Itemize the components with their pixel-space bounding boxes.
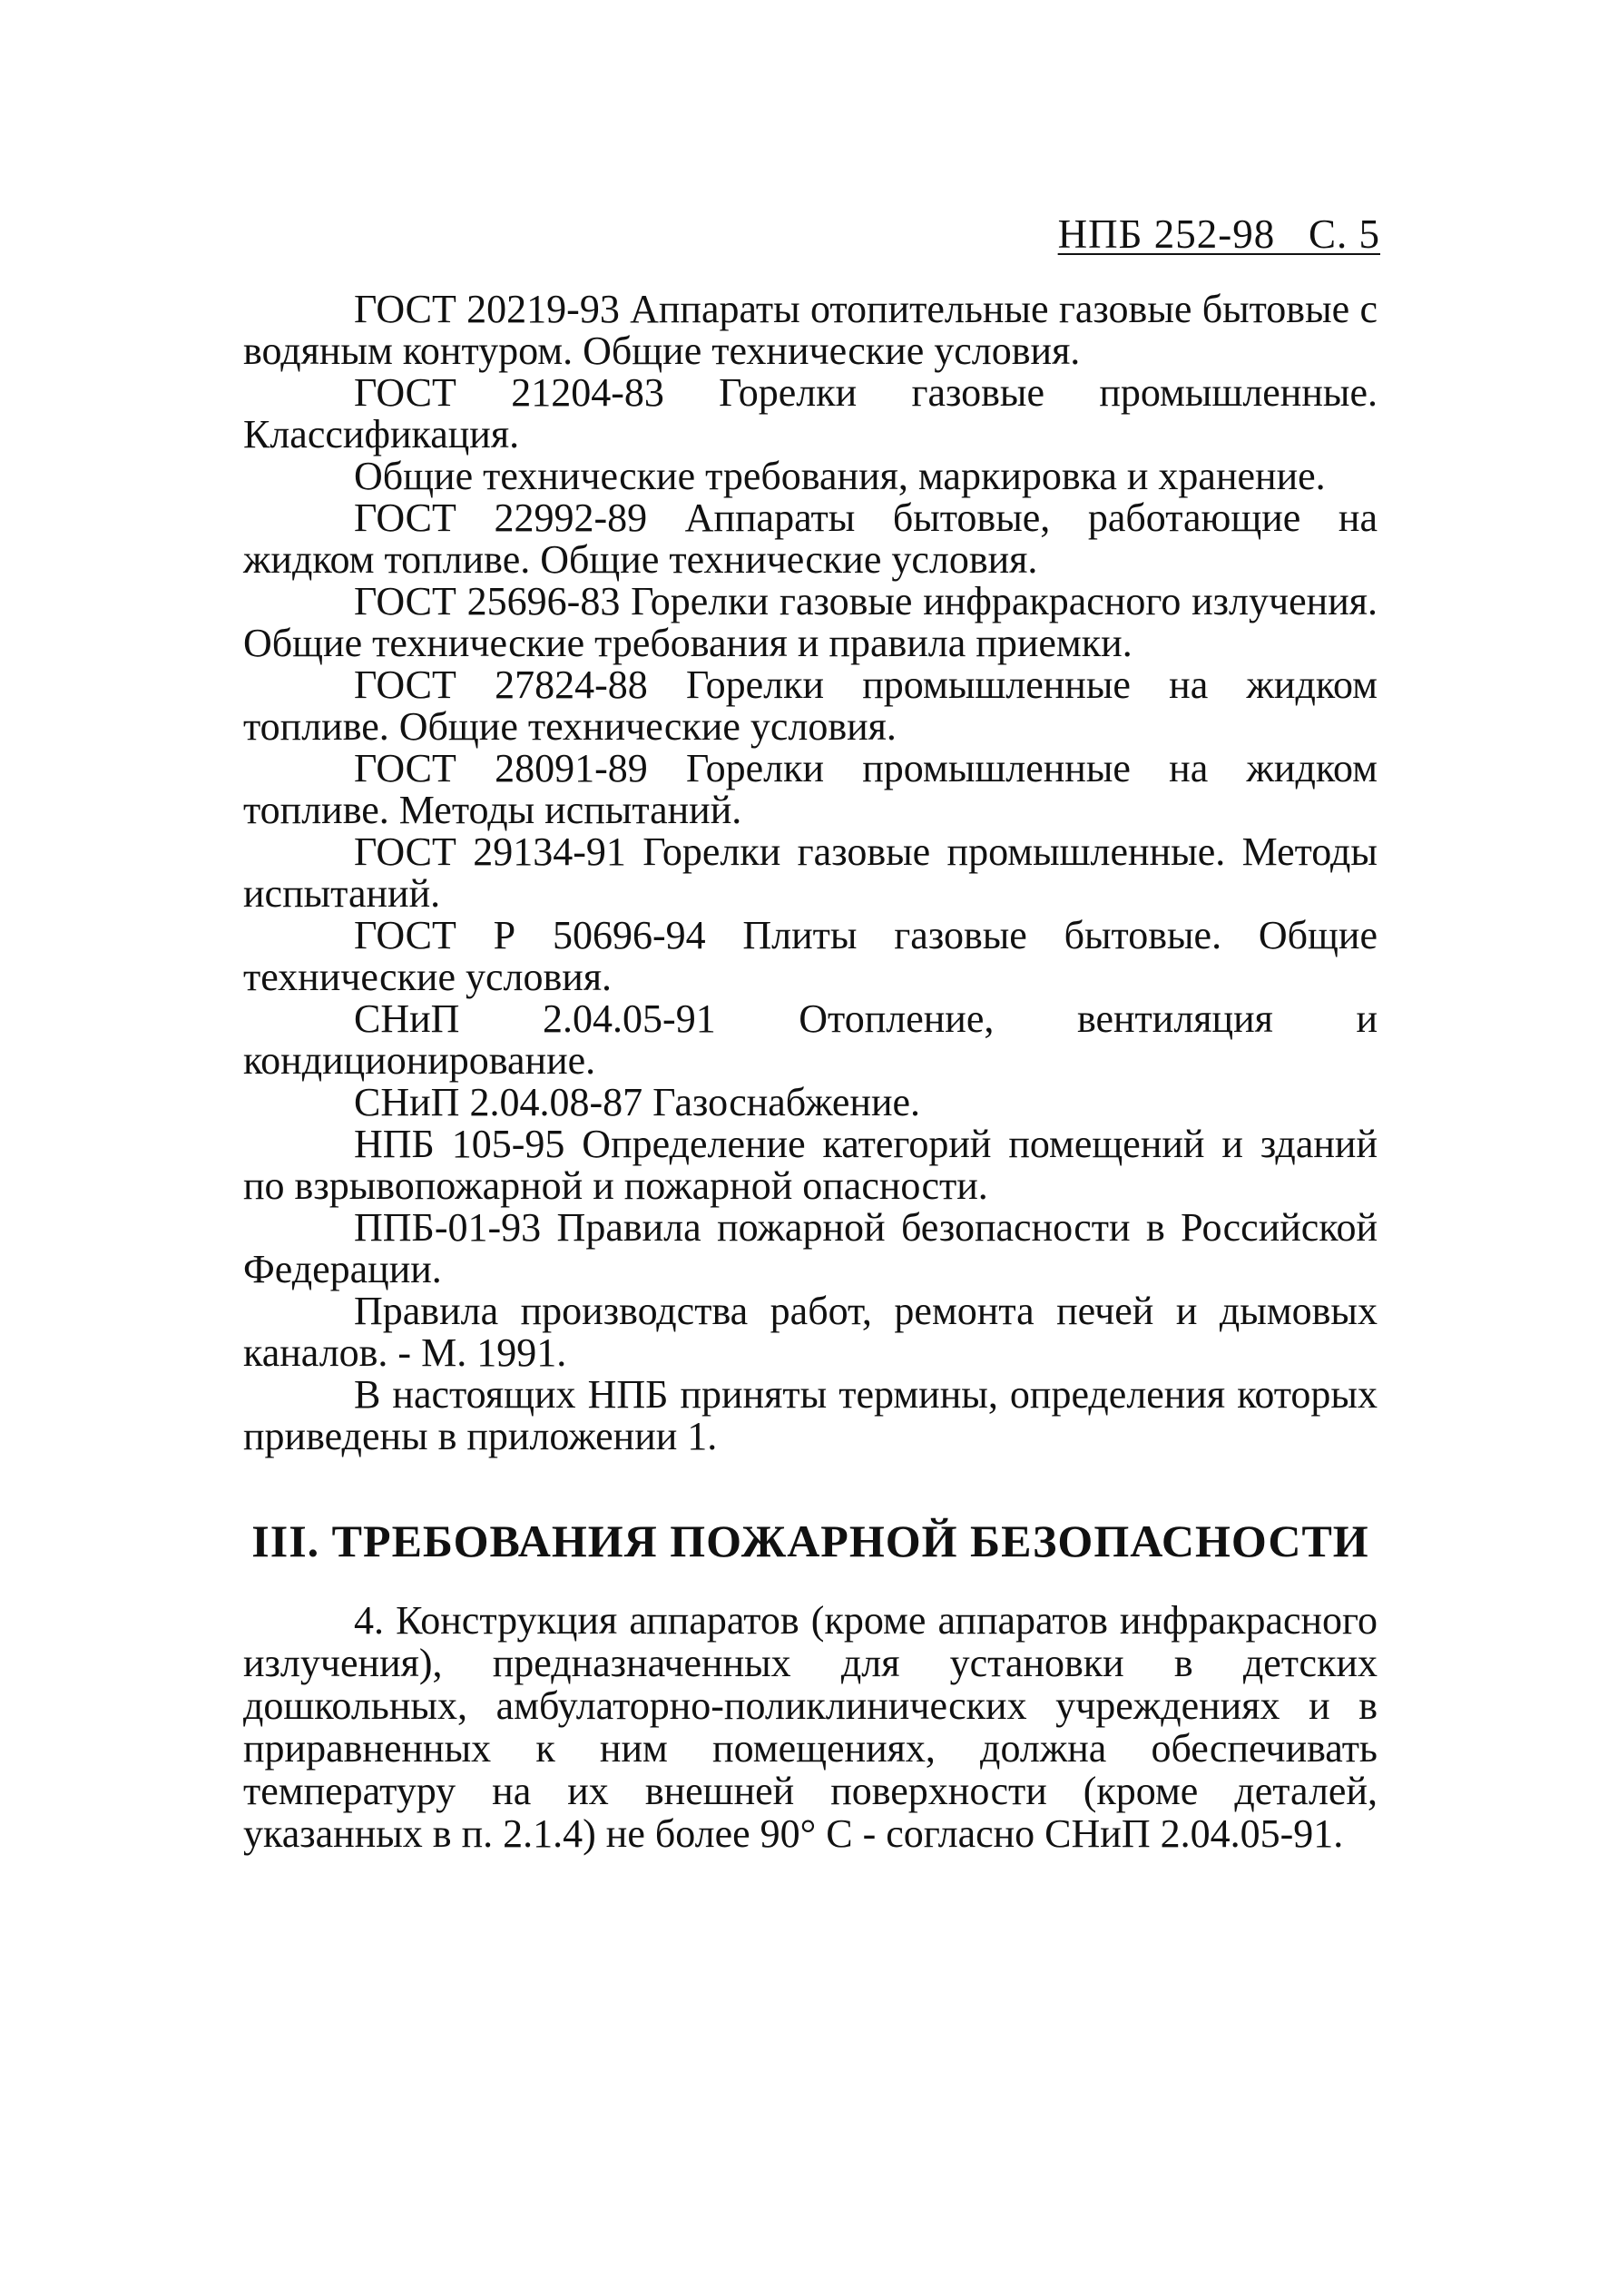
- reference-item: ГОСТ 27824-88 Горелки промышленные на жидком топливе. Общие технические условия.: [243, 662, 1378, 749]
- reference-item: СНиП 2.04.08-87 Газоснабжение.: [354, 1080, 921, 1124]
- running-head: НПБ 252-98 С. 5: [1057, 211, 1380, 257]
- reference-item: НПБ 105-95 Определение категорий помещений и зданий по взрывопожарной и пожарной опасности.: [243, 1122, 1378, 1208]
- normative-references-list: [243, 289, 1378, 1457]
- terms-note: В настоящих НПБ приняты термины, определения которых приведены в приложении 1.: [243, 1372, 1378, 1458]
- reference-item: Общие технические требования, маркировка и хранение.: [354, 454, 1326, 498]
- section-body: [243, 1599, 1378, 1855]
- reference-item: ГОСТ Р 50696-94 Плиты газовые бытовые. Общие технические условия.: [243, 913, 1378, 999]
- section-paragraph: 4. Конструкция аппаратов (кроме аппаратов инфракрасного излучения), предназначенных для установки в детских дошкольных, амбулаторно-поликлинических учреждениях и в приравненных к ним помещениях, должна обеспечивать температуру на их внешней поверхности (кроме деталей, указанных в п. 2.1.4) не более 90° С - согласно СНиП 2.04.05-91.: [243, 1598, 1378, 1856]
- reference-item: ГОСТ 20219-93 Аппараты отопительные газовые бытовые с водяным контуром. Общие технические условия.: [243, 287, 1378, 373]
- reference-item: СНиП 2.04.05-91 Отопление, вентиляция и кондиционирование.: [243, 996, 1378, 1083]
- reference-item: Правила производства работ, ремонта печей и дымовых каналов. - М. 1991.: [243, 1289, 1378, 1375]
- reference-item: ППБ-01-93 Правила пожарной безопасности в Российской Федерации.: [243, 1205, 1378, 1291]
- reference-item: ГОСТ 29134-91 Горелки газовые промышленные. Методы испытаний.: [243, 829, 1378, 916]
- reference-item: ГОСТ 28091-89 Горелки промышленные на жидком топливе. Методы испытаний.: [243, 746, 1378, 832]
- reference-item: ГОСТ 25696-83 Горелки газовые инфракрасного излучения. Общие технические требования и правила приемки.: [243, 579, 1378, 665]
- reference-item: ГОСТ 21204-83 Горелки газовые промышленные. Классификация.: [243, 370, 1378, 456]
- section-heading: III. ТРЕБОВАНИЯ ПОЖАРНОЙ БЕЗОПАСНОСТИ: [251, 1516, 1369, 1566]
- reference-item: ГОСТ 22992-89 Аппараты бытовые, работающие на жидком топливе. Общие технические условия.: [243, 496, 1378, 582]
